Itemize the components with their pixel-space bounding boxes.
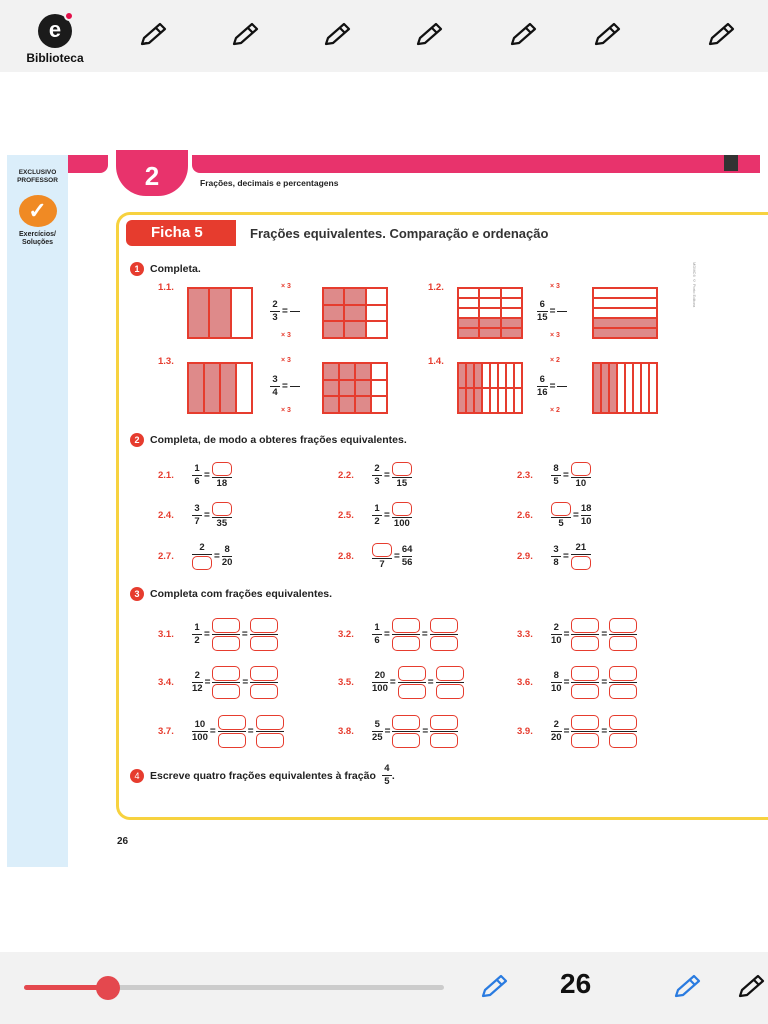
answer-fraction[interactable]: [250, 618, 278, 651]
bookmark-icon[interactable]: [724, 155, 738, 171]
answer-box[interactable]: [372, 543, 392, 557]
exercise-item: 2.6. 5 = 18 10: [517, 503, 592, 529]
answer-box[interactable]: [392, 715, 420, 730]
answer-box[interactable]: [430, 618, 458, 633]
fraction: 7: [372, 543, 392, 570]
pencil-icon[interactable]: [704, 20, 738, 50]
answer-box[interactable]: [436, 684, 464, 699]
fraction-equation: 6 16 =: [537, 375, 567, 398]
answer-box[interactable]: [609, 618, 637, 633]
copyright-note: MDMC6 © Porto Editora: [692, 262, 697, 308]
fraction-model: [592, 287, 658, 339]
exercise-item: 2.5. 1 2 = 100: [338, 502, 412, 529]
period: .: [391, 769, 395, 782]
pencil-icon[interactable]: [320, 20, 354, 50]
answer-box[interactable]: [551, 502, 571, 516]
fraction: 1 2: [192, 623, 202, 646]
item-label: 1.2.: [428, 282, 444, 293]
answer-fraction[interactable]: [290, 385, 300, 388]
pencil-icon[interactable]: [228, 20, 262, 50]
logo-letter: e: [48, 17, 62, 42]
answer-fraction[interactable]: [212, 666, 240, 699]
item-label: 3.2.: [338, 629, 354, 640]
answer-box[interactable]: [392, 733, 420, 748]
answer-box[interactable]: [571, 556, 591, 570]
answer-box[interactable]: [430, 715, 458, 730]
exercise-item: 2.2. 2 3 = 15: [338, 462, 412, 489]
multiplier-bottom: × 3: [281, 332, 291, 339]
answer-box[interactable]: [212, 618, 240, 633]
multiplier-top: × 2: [550, 357, 560, 364]
fraction: 2 3: [372, 464, 382, 487]
answer-fraction[interactable]: [212, 618, 240, 651]
item-label: 3.9.: [517, 726, 533, 737]
fraction: 5 25: [372, 719, 383, 743]
pencil-icon[interactable]: [412, 20, 446, 50]
fraction: 3 7: [192, 504, 202, 527]
answer-box[interactable]: [609, 636, 637, 651]
pencil-icon[interactable]: [734, 972, 768, 1002]
fraction-equation: 2 3 =: [270, 300, 300, 323]
multiplier-bottom: × 3: [281, 407, 291, 414]
pencil-icon[interactable]: [506, 20, 540, 50]
answer-fraction[interactable]: [430, 715, 458, 748]
answer-box[interactable]: [609, 715, 637, 730]
answer-box[interactable]: [212, 666, 240, 681]
fraction: 21: [571, 543, 591, 570]
solutions-check-icon[interactable]: ✓: [19, 195, 57, 227]
item-label: 2.1.: [158, 470, 174, 481]
answer-fraction[interactable]: [290, 310, 300, 313]
teacher-sidebar: [7, 155, 68, 867]
pencil-blue-icon[interactable]: [477, 972, 511, 1002]
fraction: 5: [551, 502, 571, 529]
answer-fraction[interactable]: [609, 715, 637, 748]
multiplier-bottom: × 2: [550, 407, 560, 414]
item-label: 3.4.: [158, 677, 174, 688]
exercise-item: 3.6. 8 10 = =: [517, 666, 637, 699]
header-band-left: [68, 155, 108, 173]
answer-box[interactable]: [212, 502, 232, 516]
item-label: 3.6.: [517, 677, 533, 688]
question-text: Completa, de modo a obteres frações equivalentes.: [150, 434, 407, 446]
fraction-model: [457, 362, 523, 414]
fraction: 10 100: [192, 719, 208, 743]
item-label: 1.1.: [158, 282, 174, 293]
answer-box[interactable]: [571, 462, 591, 476]
exercise-item: 3.7. 10 100 = =: [158, 715, 284, 748]
fraction: 100: [392, 502, 412, 529]
question-text: Completa.: [150, 263, 201, 275]
exclusive-label: EXCLUSIVO PROFESSOR: [17, 169, 58, 184]
page-number: 26: [117, 836, 129, 847]
item-label: 3.1.: [158, 629, 174, 640]
answer-fraction[interactable]: [571, 715, 599, 748]
answer-box[interactable]: [436, 666, 464, 681]
answer-box[interactable]: [609, 733, 637, 748]
answer-fraction[interactable]: [609, 666, 637, 699]
item-label: 2.8.: [338, 551, 354, 562]
fraction-model: [322, 287, 388, 339]
answer-box[interactable]: [392, 502, 412, 516]
exercise-item: 3.8. 5 25 = =: [338, 715, 458, 748]
answer-box[interactable]: [256, 733, 284, 748]
exercise-item: 2.1. 1 6 = 18: [158, 462, 232, 489]
fraction: 8 20: [221, 544, 233, 568]
fraction: 2 12: [192, 670, 203, 694]
chapter-title: Frações, decimais e percentagens: [200, 178, 339, 188]
item-label: 2.9.: [517, 551, 533, 562]
fraction: 2 10: [551, 622, 562, 646]
library-label: Biblioteca: [26, 51, 84, 65]
answer-fraction[interactable]: [609, 618, 637, 651]
item-label: 3.5.: [338, 677, 354, 688]
question-number: 3: [130, 587, 144, 601]
answer-box[interactable]: [212, 684, 240, 699]
fraction: 3 4: [270, 375, 280, 398]
current-page: 26: [560, 968, 592, 999]
answer-fraction[interactable]: [571, 618, 599, 651]
fraction: 2 20: [551, 719, 562, 743]
multiplier-top: × 3: [550, 283, 560, 290]
question-number: 1: [130, 262, 144, 276]
answer-box[interactable]: [250, 684, 278, 699]
answer-box[interactable]: [218, 733, 246, 748]
fraction: 64 56: [401, 544, 413, 568]
answer-box[interactable]: [392, 462, 412, 476]
fraction-equation: 6 15 =: [537, 300, 567, 323]
fraction: 2: [192, 543, 212, 570]
fraction: 2 3: [270, 300, 280, 323]
fraction-model: [187, 362, 253, 414]
fraction: 8 5: [551, 464, 561, 487]
answer-fraction[interactable]: [256, 715, 284, 748]
answer-box[interactable]: [571, 733, 599, 748]
worksheet-title: Frações equivalentes. Comparação e ordenação: [250, 226, 549, 241]
fraction-model: [187, 287, 253, 339]
item-label: 1.3.: [158, 356, 174, 367]
answer-box[interactable]: [571, 666, 599, 681]
item-label: 3.3.: [517, 629, 533, 640]
worksheet-tag: Ficha 5: [126, 220, 236, 246]
question-text: Completa com frações equivalentes.: [150, 588, 333, 600]
answer-box[interactable]: [609, 684, 637, 699]
question-number: 4: [130, 769, 144, 783]
fraction: 18 10: [580, 503, 592, 527]
question-number: 2: [130, 433, 144, 447]
multiplier-bottom: × 3: [550, 332, 560, 339]
answer-fraction[interactable]: [398, 666, 426, 699]
answer-box[interactable]: [571, 715, 599, 730]
fraction-model: [592, 362, 658, 414]
item-label: 2.6.: [517, 510, 533, 521]
exercise-item: 2.8. 7 = 64 56: [338, 544, 413, 570]
fraction: 6 15: [537, 299, 548, 323]
fraction: 18: [212, 462, 232, 489]
library-logo-icon: [38, 14, 72, 48]
answer-box[interactable]: [398, 684, 426, 699]
exercise-item: 3.4. 2 12 = =: [158, 666, 278, 699]
answer-fraction[interactable]: [436, 666, 464, 699]
fraction: 35: [212, 502, 232, 529]
answer-box[interactable]: [392, 636, 420, 651]
answer-box[interactable]: [571, 618, 599, 633]
item-label: 2.4.: [158, 510, 174, 521]
pencil-icon[interactable]: [590, 20, 624, 50]
question-2: [130, 433, 407, 447]
question-1: [130, 262, 201, 276]
exercise-item: 3.1. 1 2 = =: [158, 618, 278, 651]
answer-fraction[interactable]: [250, 666, 278, 699]
fraction: 15: [392, 462, 412, 489]
header-band-right: [192, 155, 760, 173]
answer-box[interactable]: [398, 666, 426, 681]
fraction: 6 16: [537, 374, 548, 398]
answer-fraction[interactable]: [571, 666, 599, 699]
question-text: Escreve quatro frações equivalentes à fração: [150, 769, 376, 782]
exercise-item: 3.2. 1 6 = =: [338, 618, 458, 651]
question-3: [130, 587, 332, 601]
solutions-label[interactable]: Exercícios/ Soluções: [19, 231, 56, 246]
answer-box[interactable]: [212, 636, 240, 651]
answer-box[interactable]: [250, 618, 278, 633]
answer-fraction[interactable]: [218, 715, 246, 748]
multiplier-top: × 3: [281, 283, 291, 290]
exercise-item: 2.3. 8 5 = 10: [517, 462, 591, 489]
answer-box[interactable]: [571, 684, 599, 699]
fraction: 3 8: [551, 545, 561, 568]
answer-fraction[interactable]: [557, 385, 567, 388]
fraction: 8 10: [551, 670, 562, 694]
top-toolbar: [0, 0, 768, 72]
exercise-item: 2.4. 3 7 = 35: [158, 502, 232, 529]
pencil-icon[interactable]: [136, 20, 170, 50]
library-button[interactable]: [20, 14, 90, 65]
item-label: 3.8.: [338, 726, 354, 737]
item-label: 2.5.: [338, 510, 354, 521]
answer-fraction[interactable]: [392, 715, 420, 748]
question-4: [130, 764, 395, 787]
fraction-equation: 3 4 =: [270, 375, 300, 398]
answer-fraction[interactable]: [392, 618, 420, 651]
item-label: 2.2.: [338, 470, 354, 481]
chapter-number: 2: [116, 150, 188, 196]
fraction: 1 2: [372, 504, 382, 527]
answer-box[interactable]: [430, 636, 458, 651]
item-label: 2.7.: [158, 551, 174, 562]
exercise-item: 3.3. 2 10 = =: [517, 618, 637, 651]
page-slider[interactable]: [24, 985, 444, 990]
fraction-model: [322, 362, 388, 414]
fraction: 1 6: [372, 623, 382, 646]
answer-box[interactable]: [392, 618, 420, 633]
answer-fraction[interactable]: [430, 618, 458, 651]
fraction: 1 6: [192, 464, 202, 487]
item-label: 3.7.: [158, 726, 174, 737]
book-page: [0, 150, 768, 870]
answer-box[interactable]: [256, 715, 284, 730]
pencil-blue-icon[interactable]: [670, 972, 704, 1002]
item-label: 2.3.: [517, 470, 533, 481]
fraction-model: [457, 287, 523, 339]
slider-handle[interactable]: [96, 976, 120, 1000]
answer-fraction[interactable]: [557, 310, 567, 313]
fraction: 4 5: [382, 764, 392, 787]
fraction: 20 100: [372, 670, 388, 694]
answer-box[interactable]: [571, 636, 599, 651]
item-label: 1.4.: [428, 356, 444, 367]
exercise-item: 2.7. 2 = 8 20: [158, 542, 233, 568]
exercise-item: 3.5. 20 100 = =: [338, 666, 464, 699]
answer-box[interactable]: [609, 666, 637, 681]
exercise-item: 2.9. 3 8 = 21: [517, 543, 591, 570]
answer-box[interactable]: [430, 733, 458, 748]
multiplier-top: × 3: [281, 357, 291, 364]
answer-box[interactable]: [212, 462, 232, 476]
fraction: 10: [571, 462, 591, 489]
answer-box[interactable]: [192, 556, 212, 570]
answer-box[interactable]: [250, 636, 278, 651]
bottom-toolbar: [0, 952, 768, 1024]
answer-box[interactable]: [250, 666, 278, 681]
answer-box[interactable]: [218, 715, 246, 730]
exercise-item: 3.9. 2 20 = =: [517, 715, 637, 748]
